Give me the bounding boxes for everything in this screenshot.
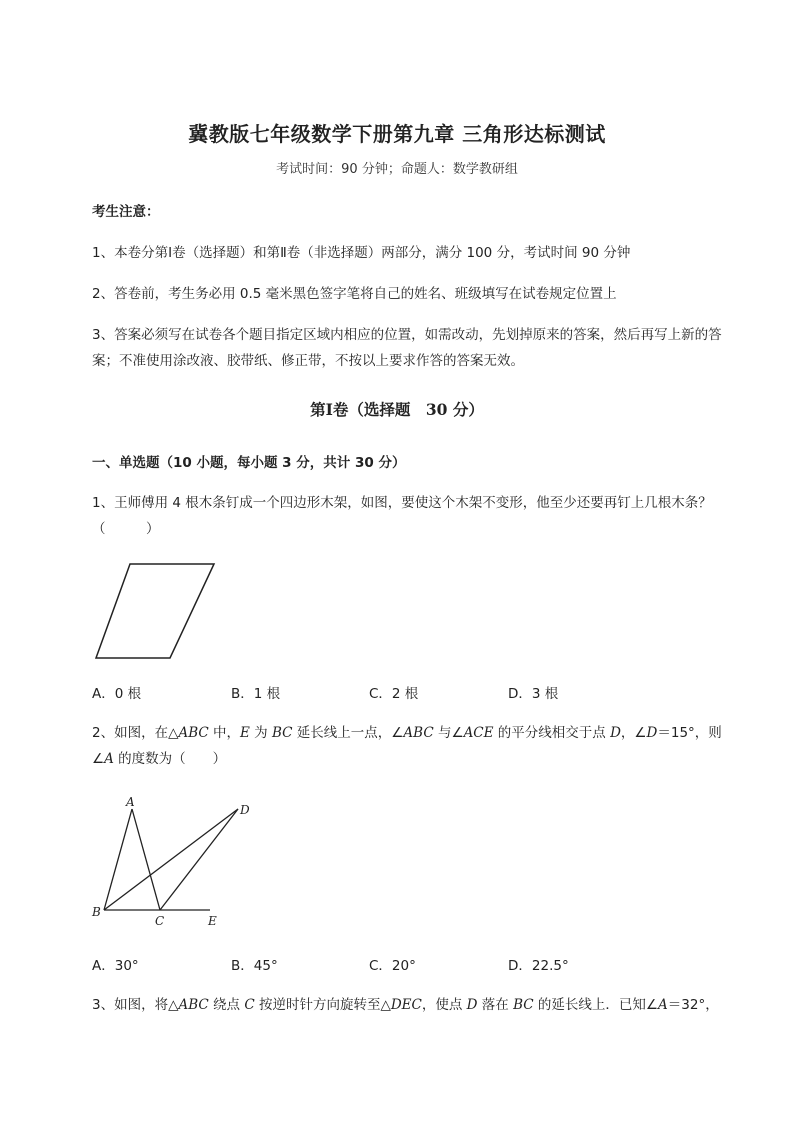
line-ac	[132, 809, 160, 910]
point-a-label: A	[126, 795, 135, 809]
point-d-label: D	[240, 803, 250, 817]
option-a[interactable]: A．30°	[92, 958, 139, 974]
point-b-label: B	[92, 905, 101, 919]
parallelogram-figure	[92, 560, 222, 665]
option-c[interactable]: C．20°	[369, 958, 416, 974]
option-d[interactable]: D．3 根	[508, 686, 559, 702]
question-2-text: 2、如图，在△ABC 中，E 为 BC 延长线上一点，∠ABC 与∠ACE 的平分线相交于点 D，∠D＝15°，则∠A 的度数为（ ）	[92, 725, 722, 767]
question-2-options	[92, 954, 742, 974]
parallelogram-shape	[96, 564, 214, 658]
question-1-text: 1、王师傅用 4 根木条钉成一个四边形木架，如图，要使这个木架不变形，他至少还要再钉上几根木条？（ ）	[92, 495, 712, 537]
option-a[interactable]: A．0 根	[92, 686, 142, 702]
notice-item-2: 2、答卷前，考生务必用 0.5 毫米黑色签字笔将自己的姓名、班级填写在试卷规定位置上	[92, 286, 617, 302]
exam-title: 冀教版七年级数学下册第九章 三角形达标测试	[188, 122, 606, 146]
question-1-options	[92, 682, 742, 702]
point-e-label: E	[208, 914, 217, 928]
notice-item-3: 3、答案必须写在试卷各个题目指定区域内相应的位置，如需改动，先划掉原来的答案，然后再写上新的答案；不准使用涂改液、胶带纸、修正带，不按以上要求作答的答案无效。	[92, 327, 722, 369]
notice-title: 考生注意：	[92, 204, 160, 220]
exam-subtitle: 考试时间：90 分钟；命题人：数学教研组	[276, 162, 518, 177]
option-d[interactable]: D．22.5°	[508, 958, 569, 974]
option-b[interactable]: B．45°	[231, 958, 278, 974]
question-3-text: 3、如图，将△ABC 绕点 C 按逆时针方向旋转至△DEC，使点 D 落在 BC 的延长线上．已知∠A＝32°，	[92, 997, 719, 1013]
triangle-figure	[88, 792, 258, 932]
notice-item-1: 1、本卷分第Ⅰ卷（选择题）和第Ⅱ卷（非选择题）两部分，满分 100 分，考试时间 90 分钟	[92, 245, 631, 261]
line-ba	[104, 809, 132, 910]
point-c-label: C	[155, 914, 165, 928]
option-c[interactable]: C．2 根	[369, 686, 419, 702]
section-title: 第Ⅰ卷（选择题 30 分）	[310, 400, 484, 419]
option-b[interactable]: B．1 根	[231, 686, 281, 702]
part-title: 一、单选题（10 小题，每小题 3 分，共计 30 分）	[92, 455, 406, 471]
